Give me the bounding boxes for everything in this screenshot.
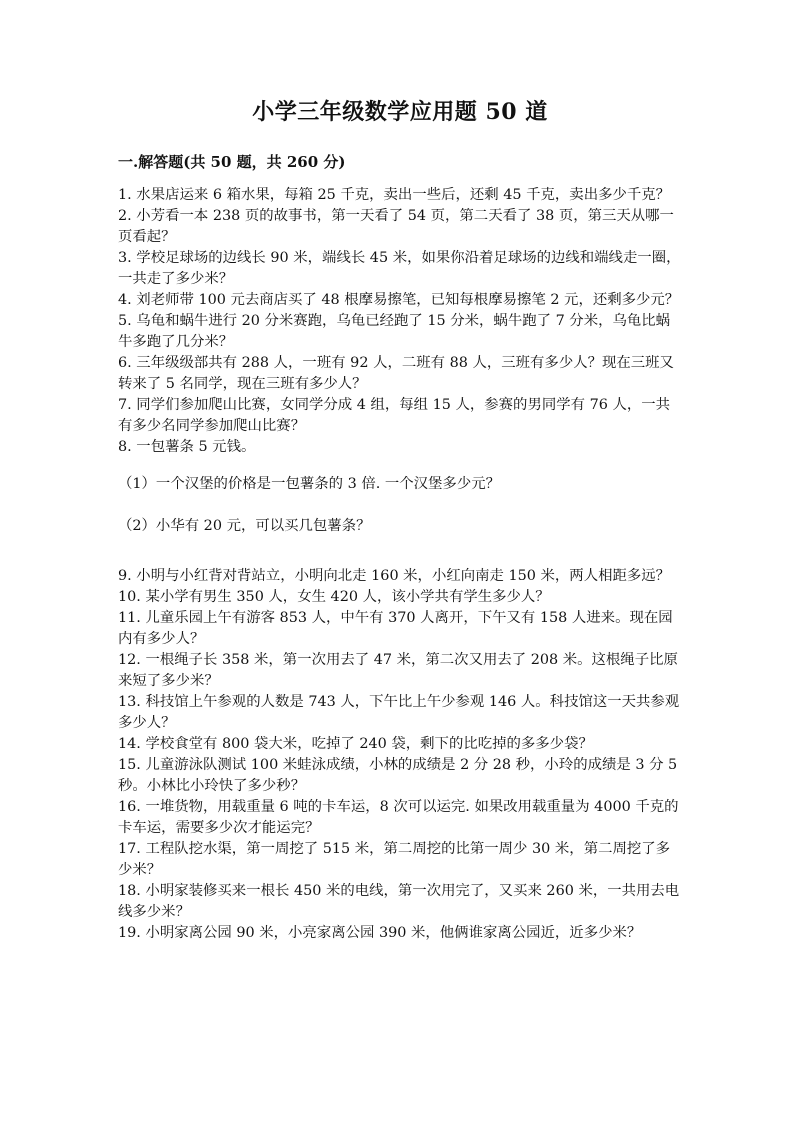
question-12: 12. 一根绳子长 358 米，第一次用去了 47 米，第二次又用去了 208 米。这根绳子比原来短了多少米？ [118,652,678,689]
question-10: 10. 某小学有男生 350 人，女生 420 人，该小学共有学生多少人？ [118,589,550,605]
question-8: 8. 一包薯条 5 元钱。 [118,439,256,455]
question-4: 4. 刘老师带 100 元去商店买了 48 根摩易擦笔，已知每根摩易擦笔 2 元，还剩多少元？ [118,292,680,308]
question-8-sub-2: （2）小华有 20 元，可以买几包薯条？ [118,518,371,534]
question-13: 13. 科技馆上午参观的人数是 743 人，下午比上午少参观 146 人。科技馆这一天共参观多少人？ [118,694,680,731]
question-14: 14. 学校食堂有 800 袋大米，吃掉了 240 袋，剩下的比吃掉的多多少袋？ [118,736,593,752]
question-5: 5. 乌龟和蜗牛进行 20 分米赛跑，乌龟已经跑了 15 分米，蜗牛跑了 7 分米，乌龟比蜗牛多跑了几分米？ [118,313,671,350]
question-19: 19. 小明家离公园 90 米，小亮家离公园 390 米，他俩谁家离公园近，近多少米？ [118,925,642,941]
question-list [118,185,684,944]
question-6: 6. 三年级级部共有 288 人，一班有 92 人，二班有 88 人，三班有多少人？现在三班又转来了 5 名同学，现在三班有多少人？ [118,355,674,392]
question-17: 17. 工程队挖水渠，第一周挖了 515 米，第二周挖的比第一周少 30 米，第二周挖了多少米？ [118,841,671,878]
section-heading: 一.解答题(共 50 题，共 260 分) [118,153,346,171]
question-11: 11. 儿童乐园上午有游客 853 人，中午有 370 人离开，下午又有 158 人进来。现在园内有多少人？ [118,610,673,647]
question-9: 9. 小明与小红背对背站立，小明向北走 160 米，小红向南走 150 米，两人相距多远？ [118,568,671,584]
question-8-sub-1: （1）一个汉堡的价格是一包薯条的 3 倍. 一个汉堡多少元？ [118,476,500,492]
question-3: 3. 学校足球场的边线长 90 米，端线长 45 米，如果你沿着足球场的边线和端线走一圈，一共走了多少米？ [118,250,681,287]
question-7: 7. 同学们参加爬山比赛，女同学分成 4 组，每组 15 人，参赛的男同学有 76 人，一共有多少名同学参加爬山比赛？ [118,397,671,434]
question-16: 16. 一堆货物，用载重量 6 吨的卡车运，8 次可以运完. 如果改用载重量为 4000 千克的卡车运，需要多少次才能运完？ [118,799,679,836]
question-2: 2. 小芳看一本 238 页的故事书，第一天看了 54 页，第二天看了 38 页，第三天从哪一页看起？ [118,208,674,245]
page-title: 小学三年级数学应用题 50 道 [252,99,548,125]
question-18: 18. 小明家装修买来一根长 450 米的电线，第一次用完了，又买来 260 米，一共用去电线多少米？ [118,883,680,920]
question-15: 15. 儿童游泳队测试 100 米蛙泳成绩，小林的成绩是 2 分 28 秒，小玲的成绩是 3 分 5 秒。小林比小玲快了多少秒？ [118,757,678,794]
question-1: 1. 水果店运来 6 箱水果，每箱 25 千克，卖出一些后，还剩 45 千克，卖出多少千克？ [118,187,671,203]
